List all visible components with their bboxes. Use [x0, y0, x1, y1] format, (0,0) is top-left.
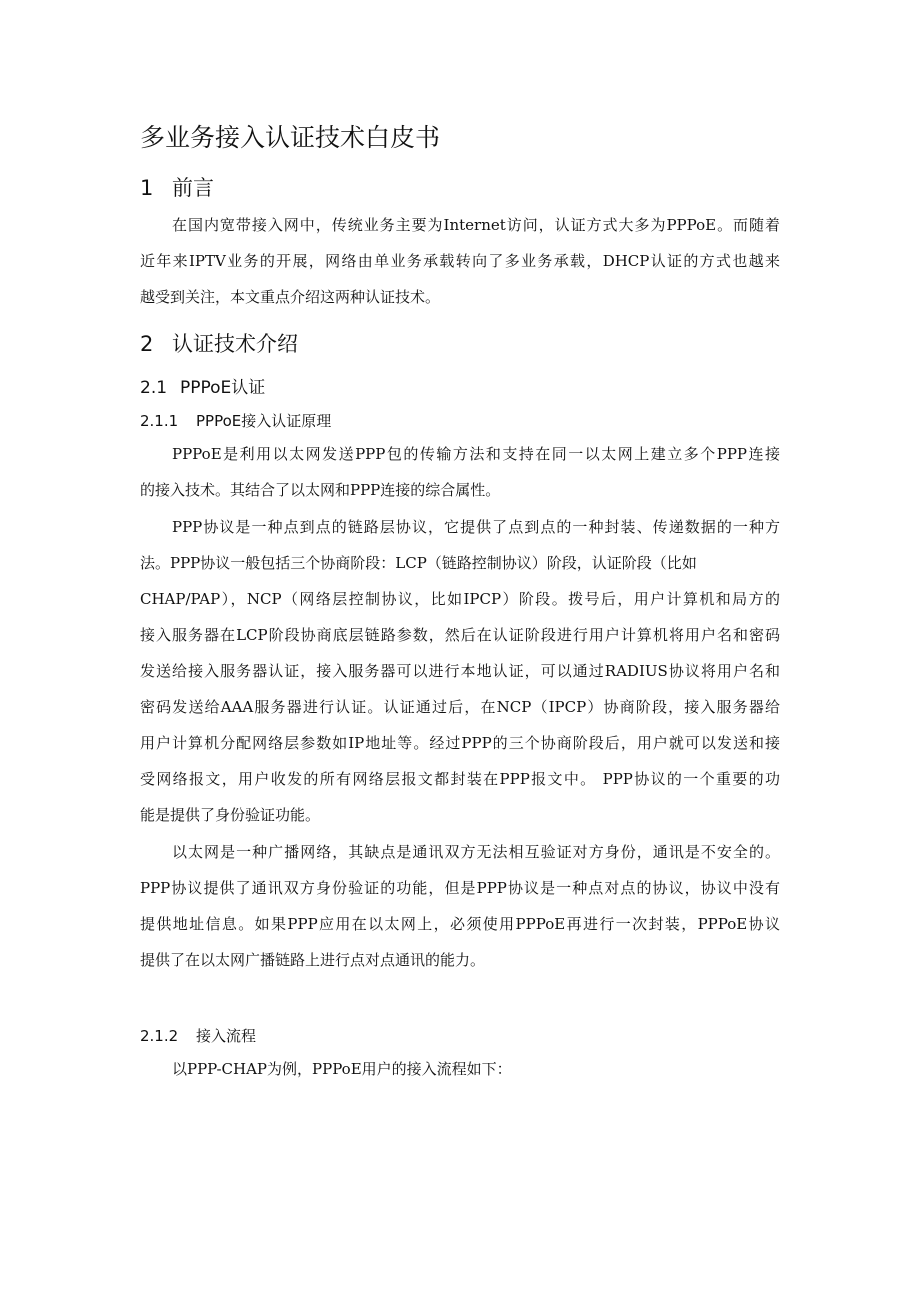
subsubsection-heading-2-1-1: [140, 410, 331, 431]
section-number: 2: [140, 332, 154, 356]
paragraph-intro: [140, 207, 780, 315]
paragraph-ppp-description: [140, 509, 780, 833]
subsubsection-heading-2-1-2: [140, 1025, 256, 1046]
paragraph-line: 以太网是一种广播网络，其缺点是通讯双方无法相互验证对方身份，通讯是不安全的。: [172, 843, 780, 861]
paragraph-line: 的接入技术。其结合了以太网和PPP连接的综合属性。: [140, 481, 501, 499]
paragraph-line: PPP协议提供了通讯双方身份验证的功能，但是PPP协议是一种点对点的协议，协议中没有: [140, 879, 780, 897]
subsubsection-number: 2.1.1: [140, 412, 179, 430]
paragraph-line: 能是提供了身份验证功能。: [140, 806, 321, 824]
subsection-title: PPPoE认证: [180, 378, 266, 398]
paragraph-line: 越受到关注，本文重点介绍这两种认证技术。: [140, 288, 441, 306]
paragraph-ethernet: [140, 834, 780, 978]
paragraph-line: 法。PPP协议一般包括三个协商阶段：LCP（链路控制协议）阶段，认证阶段（比如: [140, 554, 697, 572]
paragraph-line: 提供了在以太网广播链路上进行点对点通讯的能力。: [140, 951, 486, 969]
paragraph-pppoe-definition: [140, 436, 780, 508]
section-title: 前言: [172, 176, 214, 200]
subsubsection-title: PPPoE接入认证原理: [196, 412, 332, 430]
section-heading-2: [140, 328, 298, 358]
paragraph-line: 近年来IPTV业务的开展，网络由单业务承载转向了多业务承载，DHCP认证的方式也越来: [140, 252, 780, 270]
subsubsection-title: 接入流程: [196, 1027, 257, 1045]
subsection-heading-2-1: [140, 373, 265, 398]
paragraph-line: CHAP/PAP），NCP（网络层控制协议，比如IPCP）阶段。拨号后，用户计算机和局方的: [140, 590, 780, 608]
subsubsection-number: 2.1.2: [140, 1027, 179, 1045]
subsection-number: 2.1: [140, 378, 168, 398]
section-heading-1: [140, 172, 214, 202]
paragraph-line: 在国内宽带接入网中，传统业务主要为Internet访问，认证方式大多为PPPoE。而随着: [172, 216, 780, 234]
paragraph-line: PPP协议是一种点到点的链路层协议，它提供了点到点的一种封装、传递数据的一种方: [172, 518, 780, 536]
paragraph-line: 发送给接入服务器认证，接入服务器可以进行本地认证，可以通过RADIUS协议将用户名和: [140, 662, 780, 680]
paragraph-line: 密码发送给AAA服务器进行认证。认证通过后，在NCP（IPCP）协商阶段，接入服务器给: [140, 698, 780, 716]
paragraph-line: 受网络报文，用户收发的所有网络层报文都封装在PPP报文中。 PPP协议的一个重要的功: [140, 770, 780, 788]
paragraph-line: 接入服务器在LCP阶段协商底层链路参数，然后在认证阶段进行用户计算机将用户名和密码: [140, 626, 780, 644]
paragraph-line: 提供地址信息。如果PPP应用在以太网上，必须使用PPPoE再进行一次封装，PPPoE协议: [140, 915, 780, 933]
section-number: 1: [140, 176, 154, 200]
paragraph-line: 用户计算机分配网络层参数如IP地址等。经过PPP的三个协商阶段后，用户就可以发送和接: [140, 734, 780, 752]
document-title: 多业务接入认证技术白皮书: [140, 123, 441, 152]
paragraph-flow: [140, 1051, 780, 1087]
paragraph-line: PPPoE是利用以太网发送PPP包的传输方法和支持在同一以太网上建立多个PPP连接: [172, 445, 780, 463]
paragraph-line: 以PPP-CHAP为例，PPPoE用户的接入流程如下：: [172, 1060, 512, 1078]
section-title: 认证技术介绍: [172, 332, 298, 356]
